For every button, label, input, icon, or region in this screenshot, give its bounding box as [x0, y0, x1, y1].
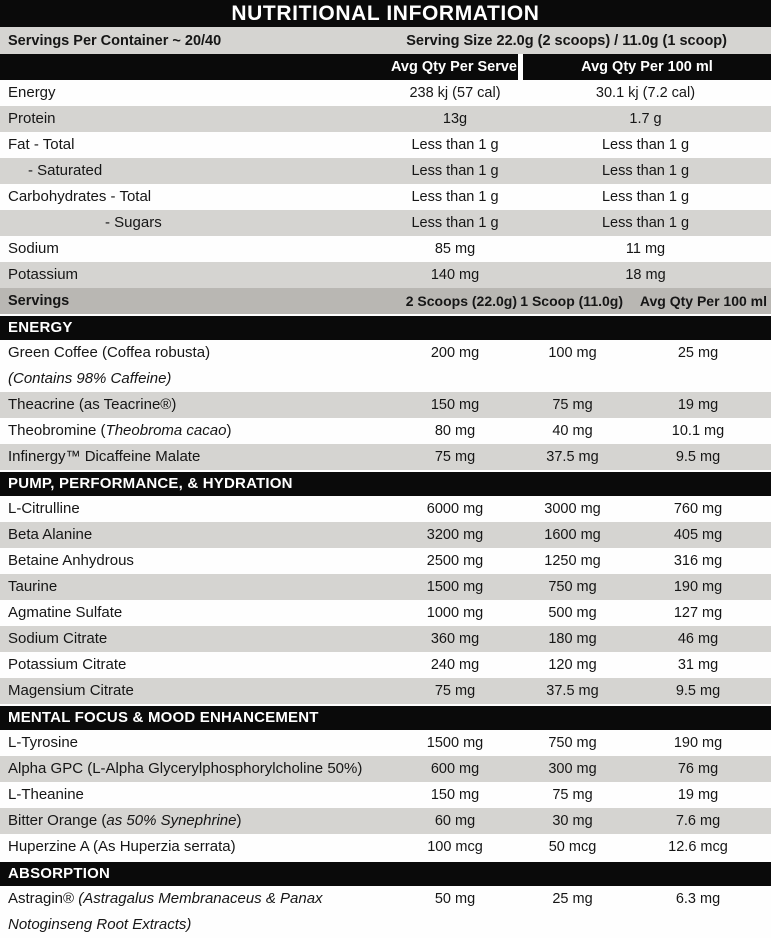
ingredient-name	[0, 652, 390, 678]
table-row	[0, 80, 771, 106]
row-value-per-100ml: Less than 1 g	[601, 189, 690, 205]
ingredient-value-col2: 100 mg	[548, 345, 597, 361]
ingredient-name-part: )	[226, 422, 232, 439]
ingredient-value-col1: 360 mg	[430, 631, 480, 647]
ingredient-name-part: Bitter Orange (	[8, 812, 107, 829]
ingredient-value-col3: 46 mg	[677, 631, 719, 647]
row-value-per-100ml: 1.7 g	[629, 111, 662, 127]
table-row	[0, 418, 771, 444]
ingredient-name	[0, 340, 390, 366]
ingredient-name	[0, 886, 390, 938]
ingredient-value-col3: 405 mg	[673, 527, 723, 543]
ingredient-value-col2: 40 mg	[552, 423, 593, 439]
ingredient-name-italic-part: (Astragalus Membranaceus & Panax Notoginseng Root Extracts)	[8, 890, 323, 933]
ingredient-value-col3: 6.3 mg	[675, 891, 721, 907]
ingredient-name	[0, 834, 390, 860]
ingredient-value-col3: 19 mg	[677, 397, 719, 413]
section-header: MENTAL FOCUS & MOOD ENHANCEMENT	[0, 704, 771, 730]
table-row	[0, 106, 771, 132]
row-name: Carbohydrates - Total	[8, 188, 152, 205]
ingredient-name-part: Alpha GPC (L-Alpha Glycerylphosphorylcholine 50%)	[8, 760, 363, 777]
table-row	[0, 210, 771, 236]
servings-col-100ml: Avg Qty Per 100 ml	[639, 293, 767, 309]
ingredient-value-col2: 50 mcg	[548, 839, 597, 855]
serving-size: Serving Size 22.0g (2 scoops) / 11.0g (1 scoop)	[406, 32, 727, 49]
row-name: Sodium	[8, 240, 59, 257]
ingredient-value-col1: 60 mg	[434, 813, 476, 829]
ingredient-value-col3: 316 mg	[673, 553, 723, 569]
table-row	[0, 158, 771, 184]
row-value-per-100ml: 11 mg	[625, 241, 666, 257]
ingredient-value-col1: 1500 mg	[426, 579, 484, 595]
ingredient-value-col2: 500 mg	[548, 605, 597, 621]
ingredient-value-col2: 75 mg	[552, 787, 593, 803]
ingredient-value-col1: 150 mg	[430, 397, 480, 413]
ingredient-name-italic-part: (Contains 98% Caffeine)	[8, 370, 172, 387]
ingredient-name	[0, 574, 390, 600]
ingredient-sections	[0, 314, 771, 938]
ingredient-name	[0, 730, 390, 756]
ingredient-name	[0, 522, 390, 548]
ingredient-value-col1: 3200 mg	[426, 527, 484, 543]
ingredient-value-col3: 19 mg	[677, 787, 719, 803]
ingredient-name	[0, 782, 390, 808]
ingredient-name-part: Magensium Citrate	[8, 682, 134, 699]
ingredient-name	[0, 678, 390, 704]
ingredient-value-col1: 80 mg	[434, 423, 476, 439]
avg-qty-per-100ml-header: Avg Qty Per 100 ml	[523, 54, 771, 80]
row-value-per-serve: Less than 1 g	[411, 189, 499, 205]
ingredient-name-part: Theacrine (as Teacrine®)	[8, 396, 177, 413]
ingredient-value-col3: 31 mg	[677, 657, 719, 673]
ingredient-name	[0, 626, 390, 652]
macro-rows	[0, 80, 771, 288]
table-row	[0, 392, 771, 418]
ingredient-value-col3: 760 mg	[673, 501, 723, 517]
row-value-per-serve: Less than 1 g	[411, 163, 499, 179]
ingredient-value-col1: 240 mg	[430, 657, 480, 673]
table-row	[0, 366, 771, 392]
panel-title: NUTRITIONAL INFORMATION	[231, 1, 540, 25]
title-bar	[0, 0, 771, 27]
ingredient-value-col3: 76 mg	[677, 761, 719, 777]
ingredient-value-col1: 200 mg	[430, 345, 480, 361]
row-value-per-serve: Less than 1 g	[411, 215, 499, 231]
table-row	[0, 340, 771, 366]
ingredient-value-col1: 150 mg	[430, 787, 480, 803]
ingredient-name-part: Betaine Anhydrous	[8, 552, 134, 569]
table-row	[0, 132, 771, 158]
ingredient-value-col3: 7.6 mg	[675, 813, 721, 829]
row-name: - Sugars	[105, 214, 162, 231]
ingredient-name	[0, 366, 390, 392]
row-value-per-serve: 85 mg	[434, 241, 476, 257]
ingredient-name-part: Astragin®	[8, 890, 79, 907]
table-row	[0, 782, 771, 808]
row-value-per-100ml: Less than 1 g	[601, 163, 690, 179]
ingredient-name	[0, 548, 390, 574]
table-row	[0, 184, 771, 210]
ingredient-value-col3: 12.6 mcg	[668, 839, 728, 855]
ingredient-name	[0, 444, 390, 470]
ingredient-value-col2: 180 mg	[548, 631, 597, 647]
table-row	[0, 236, 771, 262]
table-row	[0, 886, 771, 938]
ingredient-value-col3: 190 mg	[673, 579, 723, 595]
ingredient-value-col2: 30 mg	[552, 813, 593, 829]
avg-qty-per-serve-header: Avg Qty Per Serve	[0, 54, 518, 80]
row-name: - Saturated	[28, 162, 103, 179]
ingredient-name-part: Sodium Citrate	[8, 630, 108, 647]
ingredient-value-col2	[520, 366, 625, 392]
table-row	[0, 756, 771, 782]
table-row	[0, 626, 771, 652]
ingredient-name-part: L-Citrulline	[8, 500, 80, 517]
ingredient-name-italic-part: as 50% Synephrine	[106, 812, 237, 829]
servings-header-row	[0, 288, 771, 314]
ingredient-value-col2: 3000 mg	[544, 501, 601, 517]
ingredient-value-col3: 25 mg	[677, 345, 719, 361]
ingredient-name-part: L-Theanine	[8, 786, 84, 803]
ingredient-value-col2: 1250 mg	[544, 553, 601, 569]
ingredient-value-col1: 75 mg	[434, 683, 476, 699]
column-header-bar	[0, 54, 771, 80]
ingredient-name	[0, 392, 390, 418]
servings-label: Servings	[8, 293, 70, 309]
ingredient-value-col1: 50 mg	[434, 891, 476, 907]
table-row	[0, 730, 771, 756]
ingredient-value-col2: 37.5 mg	[546, 683, 599, 699]
ingredient-name-part: Taurine	[8, 578, 58, 595]
table-row	[0, 548, 771, 574]
ingredient-value-col2: 37.5 mg	[546, 449, 599, 465]
table-row	[0, 262, 771, 288]
ingredient-value-col1: 75 mg	[434, 449, 476, 465]
ingredient-name	[0, 418, 390, 444]
ingredient-value-col2: 25 mg	[552, 891, 593, 907]
ingredient-value-col3: 190 mg	[673, 735, 723, 751]
section-header: ENERGY	[0, 314, 771, 340]
ingredient-value-col2: 120 mg	[548, 657, 597, 673]
servings-per-container: Servings Per Container ~ 20/40	[8, 32, 222, 49]
ingredient-name	[0, 808, 390, 834]
row-value-per-serve: 140 mg	[430, 267, 480, 283]
ingredient-name	[0, 756, 390, 782]
table-row	[0, 600, 771, 626]
row-name: Potassium	[8, 266, 79, 283]
servings-col-1scoop: 1 Scoop (11.0g)	[520, 293, 623, 309]
ingredient-name-part: Agmatine Sulfate	[8, 604, 123, 621]
ingredient-value-col1: 1000 mg	[426, 605, 484, 621]
ingredient-name	[0, 496, 390, 522]
table-row	[0, 574, 771, 600]
ingredient-value-col2: 1600 mg	[544, 527, 601, 543]
ingredient-name-part: Infinergy™ Dicaffeine Malate	[8, 448, 201, 465]
ingredient-name-part: Potassium Citrate	[8, 656, 127, 673]
ingredient-name-part: L-Tyrosine	[8, 734, 79, 751]
ingredient-value-col1	[390, 366, 520, 392]
table-row	[0, 652, 771, 678]
ingredient-value-col3: 127 mg	[673, 605, 723, 621]
ingredient-name-part: Huperzine A (As Huperzia serrata)	[8, 838, 236, 855]
ingredient-value-col1: 600 mg	[430, 761, 480, 777]
section-header: ABSORPTION	[0, 860, 771, 886]
ingredient-value-col3: 9.5 mg	[675, 683, 721, 699]
row-value-per-100ml: 30.1 kj (7.2 cal)	[595, 85, 696, 101]
serving-info-row	[0, 27, 771, 54]
ingredient-value-col2: 300 mg	[548, 761, 597, 777]
row-value-per-serve: Less than 1 g	[411, 137, 499, 153]
row-value-per-100ml: Less than 1 g	[601, 215, 690, 231]
ingredient-value-col2: 750 mg	[548, 735, 597, 751]
row-value-per-100ml: Less than 1 g	[601, 137, 690, 153]
ingredient-name-italic-part: Theobroma cacao	[105, 422, 227, 439]
ingredient-value-col3	[625, 366, 771, 392]
ingredient-value-col1: 1500 mg	[426, 735, 484, 751]
servings-col-2scoops: 2 Scoops (22.0g)	[405, 293, 517, 309]
table-row	[0, 496, 771, 522]
ingredient-name-part: Theobromine (	[8, 422, 106, 439]
row-name: Fat - Total	[8, 136, 75, 153]
table-row	[0, 522, 771, 548]
table-row	[0, 678, 771, 704]
ingredient-value-col3: 10.1 mg	[671, 423, 725, 439]
ingredient-value-col3: 9.5 mg	[675, 449, 721, 465]
row-name: Energy	[8, 84, 56, 101]
ingredient-value-col1: 6000 mg	[426, 501, 484, 517]
ingredient-name-part: )	[236, 812, 242, 829]
table-row	[0, 808, 771, 834]
section-header: PUMP, PERFORMANCE, & HYDRATION	[0, 470, 771, 496]
ingredient-value-col1: 2500 mg	[426, 553, 484, 569]
row-value-per-serve: 238 kj (57 cal)	[409, 85, 501, 101]
row-value-per-100ml: 18 mg	[625, 267, 666, 283]
row-value-per-serve: 13g	[442, 111, 468, 127]
ingredient-value-col2: 75 mg	[552, 397, 593, 413]
ingredient-value-col1: 100 mcg	[427, 839, 483, 855]
ingredient-name-part: Green Coffee (Coffea robusta)	[8, 344, 211, 361]
ingredient-name	[0, 600, 390, 626]
row-name: Protein	[8, 110, 56, 127]
ingredient-value-col2: 750 mg	[548, 579, 597, 595]
table-row	[0, 834, 771, 860]
ingredient-name-part: Beta Alanine	[8, 526, 93, 543]
table-row	[0, 444, 771, 470]
